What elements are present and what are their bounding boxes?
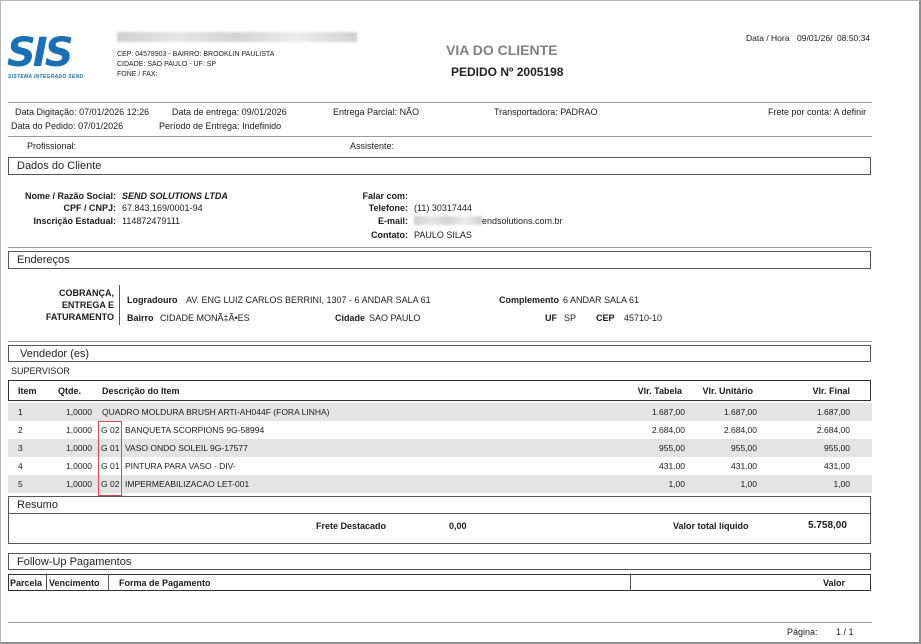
- divider: [8, 247, 872, 248]
- seller-name: SUPERVISOR: [11, 366, 70, 376]
- table-row: 2 1,0000 G 02 BANQUETA SCORPIONS 9G-58994 2.684,00 2.684,00 2.684,00: [18, 425, 850, 435]
- document-title: VIA DO CLIENTE: [446, 42, 558, 58]
- logo-text: SIS: [7, 30, 71, 76]
- page-number: 1 / 1: [836, 627, 854, 637]
- table-row: 1 1,0000 QUADRO MOLDURA BRUSH ARTI-AH044F (FORA LINHA) 1.687,00 1.687,00 1.687,00: [8, 403, 872, 421]
- total-label: Valor total líquido: [673, 521, 749, 531]
- company-address: CEP: 04578903 - BAIRRO: BROOKLIN PAULISTA: [117, 51, 275, 58]
- col-item: Item: [18, 386, 37, 396]
- logradouro-label: Logradouro: [127, 295, 178, 305]
- print-time: 08:50:34: [837, 33, 871, 43]
- bairro-label: Bairro: [127, 313, 154, 323]
- name-label: Nome / Razão Social:: [24, 191, 116, 201]
- bairro-value: CIDADE MONÃ‡Ã•ES: [160, 313, 250, 323]
- email-value: endsolutions.com.br: [482, 216, 563, 226]
- falar-label: Falar com:: [362, 191, 408, 201]
- info-frete: Frete por conta: A definir: [768, 107, 867, 117]
- frete-label: Frete Destacado: [316, 521, 387, 531]
- seller-section-header: [8, 345, 871, 362]
- profissional-label: Profissional:: [27, 141, 77, 151]
- table-row: 3 1,0000 G 01 VASO ONDO SOLEIL 9G-17577 955,00 955,00 955,00: [8, 439, 872, 457]
- address-section-header: [8, 251, 871, 269]
- cpf-label: CPF / CNPJ:: [63, 203, 116, 213]
- cidade-label: Cidade: [335, 313, 366, 323]
- info-entrega-parcial: Entrega Parcial: NÃO: [333, 107, 420, 117]
- cidade-value: SAO PAULO: [369, 313, 421, 323]
- address-section-title: Endereços: [17, 254, 70, 266]
- col-vlr-tabela: Vlr. Tabela: [637, 386, 682, 396]
- divider: [8, 136, 872, 137]
- datetime-label: Data / Hora: [746, 33, 790, 43]
- complemento-value: 6 ANDAR SALA 61: [563, 295, 640, 305]
- table-row: 5 1,0000 G 02 IMPERMEABILIZACAO LET-001 1,00 1,00 1,00: [8, 475, 872, 493]
- divider: [8, 341, 872, 342]
- address-type: COBRANÇA, ENTREGA E FATURAMENTO: [45, 288, 114, 322]
- col-separator: [108, 574, 109, 591]
- complemento-label: Complemento: [499, 295, 560, 305]
- page-label: Página:: [787, 627, 818, 637]
- company-city: CIDADE: SAO PAULO - UF: SP: [117, 61, 217, 68]
- info-periodo: Período de Entrega: Indefinido: [159, 121, 282, 131]
- col-forma-pagamento: Forma de Pagamento: [119, 578, 211, 588]
- phone-value: (11) 30317444: [414, 203, 472, 213]
- info-digitacao: Data Digitação: 07/01/2026 12:26: [15, 107, 150, 117]
- col-valor: Valor: [823, 578, 846, 588]
- col-separator: [46, 574, 47, 591]
- col-parcela: Parcela: [10, 578, 43, 588]
- col-desc: Descrição do Item: [102, 386, 180, 396]
- divider: [8, 622, 872, 623]
- order-number: PEDIDO Nº 2005198: [451, 65, 564, 79]
- col-separator: [630, 574, 631, 591]
- col-vencimento: Vencimento: [49, 578, 100, 588]
- client-section-title: Dados do Cliente: [17, 160, 102, 172]
- uf-label: UF: [545, 313, 557, 323]
- cep-value: 45710-10: [624, 313, 663, 323]
- summary-box: [8, 496, 871, 544]
- cep-label: CEP: [596, 313, 615, 323]
- col-vlr-final: Vlr. Final: [812, 386, 850, 396]
- assistente-label: Assistente:: [350, 141, 395, 151]
- company-phone: FONE / FAX:: [117, 71, 158, 78]
- total-value: 5.758,00: [808, 520, 847, 531]
- table-row: 4 1,0000 G 01 PINTURA PARA VASO - DIV- 431,00 431,00 431,00: [18, 461, 850, 471]
- ie-label: Inscrição Estadual:: [33, 216, 116, 226]
- address-separator: [119, 285, 120, 325]
- redacted-company-name: [117, 32, 357, 42]
- info-data-pedido: Data do Pedido: 07/01/2026: [11, 121, 124, 131]
- cpf-value: 67.843.169/0001-94: [122, 203, 203, 213]
- email-label: E-mail:: [377, 216, 408, 226]
- info-entrega: Data de entrega: 09/01/2026: [172, 107, 287, 117]
- col-vlr-unitario: Vlr. Unitário: [702, 386, 753, 396]
- payments-section-header: [8, 553, 871, 570]
- frete-value: 0,00: [449, 521, 467, 531]
- divider: [9, 513, 870, 514]
- payments-section-title: Follow-Up Pagamentos: [17, 556, 132, 568]
- info-transportadora: Transportadora: PADRAO: [494, 107, 598, 117]
- logo-subtitle: SISTEMA INTEGRADO SEND: [8, 74, 84, 80]
- group-highlight: [98, 421, 122, 496]
- contact-label: Contato:: [371, 230, 408, 240]
- redacted-email: [414, 216, 482, 225]
- print-date: 09/01/26/: [797, 33, 833, 43]
- uf-value: SP: [564, 313, 577, 323]
- name-value: SEND SOLUTIONS LTDA: [122, 191, 228, 201]
- divider: [8, 102, 872, 103]
- ie-value: 114872479111: [122, 216, 181, 226]
- seller-section-title: Vendedor (es): [20, 348, 90, 360]
- sis-logo: [7, 31, 111, 81]
- contact-value: PAULO SILAS: [414, 230, 472, 240]
- summary-section-title: Resumo: [17, 499, 58, 511]
- phone-label: Telefone:: [368, 203, 408, 213]
- col-qtd: Qtde.: [58, 386, 82, 396]
- client-section-header: [8, 157, 871, 175]
- logradouro-value: AV. ENG LUIZ CARLOS BERRINI, 1307 - 6 ANDAR SALA 61: [186, 295, 431, 305]
